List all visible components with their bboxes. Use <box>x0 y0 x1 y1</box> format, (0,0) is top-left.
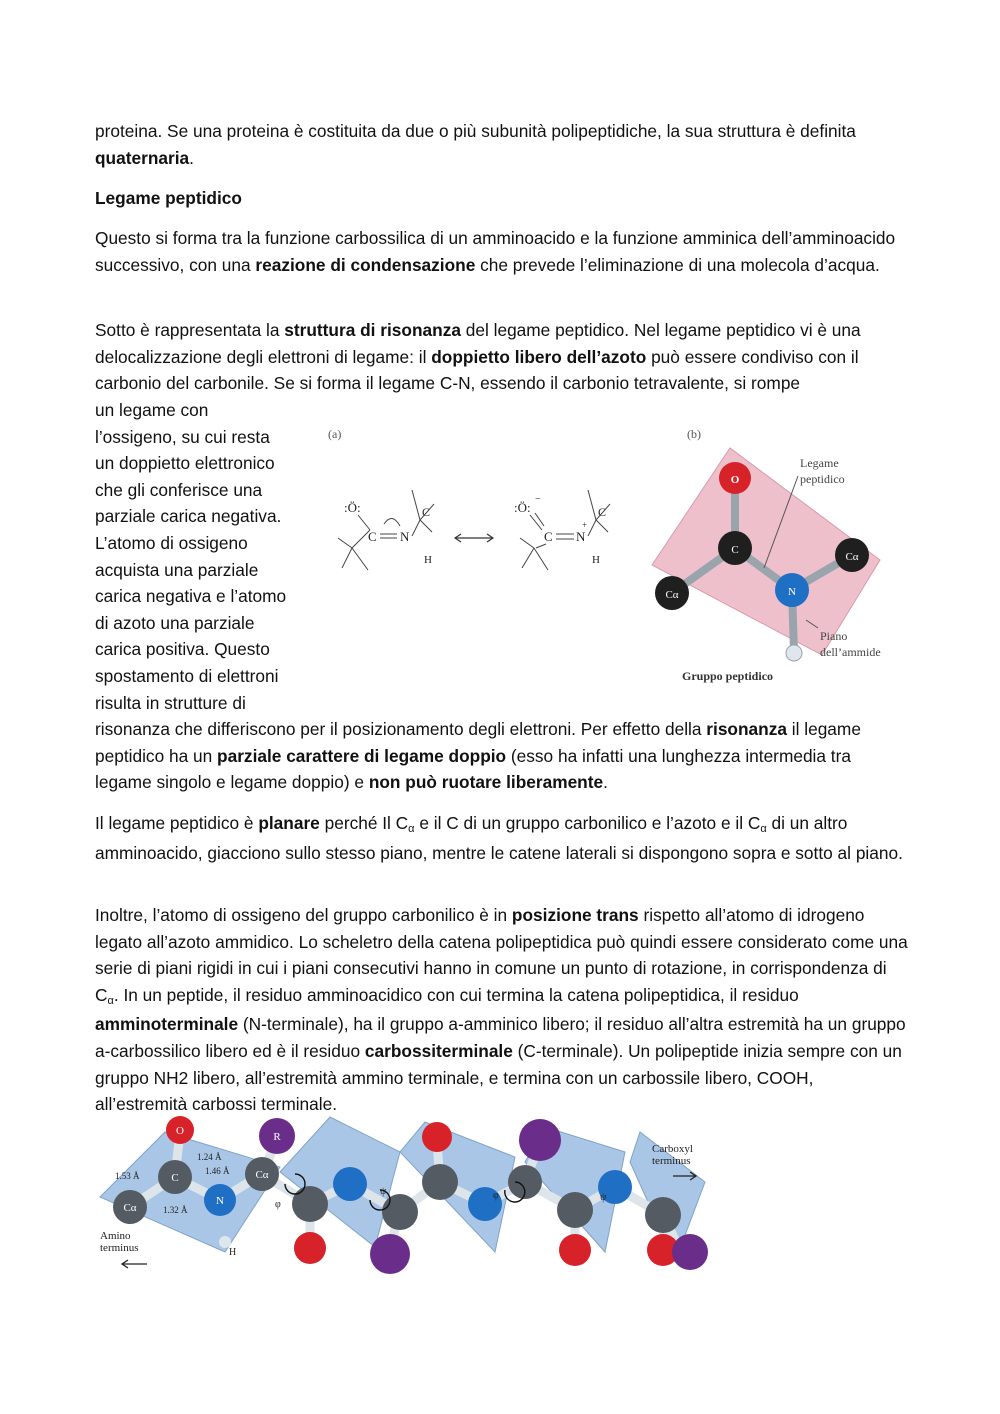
section-heading: Legame peptidico <box>95 188 242 208</box>
left-oxygen-label: :Ö: <box>344 500 361 515</box>
figure-caption: Gruppo peptidico <box>682 669 774 683</box>
resonance-arrow <box>455 534 493 542</box>
svg-text:C: C <box>171 1172 179 1184</box>
piano-label-1: Piano <box>820 629 848 643</box>
peptide-resonance-figure <box>322 420 912 695</box>
carbonyl-carbon-label: C <box>731 544 739 556</box>
paragraph-planare: Il legame peptidico è planare perché Il Cα e il C di un gruppo carbonilico e l’azoto e il Cα di un altro amminoacido, giacciono sullo stesso piano, mentre le catene laterali si dispongono sopra e sotto al piano. <box>95 813 903 863</box>
carboxyl-terminus-label-1: Carboxyl <box>652 1143 693 1155</box>
legame-label-2: peptidico <box>800 472 845 486</box>
svg-text:1.46 Å: 1.46 Å <box>205 1166 230 1176</box>
paragraph-risonanza-intro: Sotto è rappresentata la struttura di risonanza del legame peptidico. Nel legame peptidico vi è una delocalizzazione degli elettroni di legame: il doppietto libero dell’azoto può essere condiviso con il carbonio del carbonile. Se si forma il legame C-N, essendo il carbonio tetravalente, si rompe <box>95 320 861 394</box>
amino-terminus-label-1: Amino <box>100 1230 131 1242</box>
right-nitrogen-label: N <box>576 529 586 544</box>
right-plus-charge: + <box>582 520 588 530</box>
svg-text:O: O <box>176 1125 184 1137</box>
svg-text:Cα: Cα <box>255 1169 269 1181</box>
svg-text:ψ: ψ <box>600 1192 607 1203</box>
left-hydrogen-label: H <box>424 554 432 566</box>
svg-text:Cα: Cα <box>123 1202 137 1214</box>
svg-text:ψ: ψ <box>380 1186 387 1197</box>
wrapped-text-column: un legame con l’ossigeno, su cui resta un doppietto elettronico che gli conferisce una parziale carica negativa. L’atomo di ossigeno acquista una parziale carica negativa e l’atomo di azoto una parziale carica positiva. Questo spostamento di elettroni risulta in strutture di <box>95 400 287 713</box>
svg-text:1.53 Å: 1.53 Å <box>115 1171 140 1181</box>
svg-text:1.32 Å: 1.32 Å <box>163 1205 188 1215</box>
terminal-r-group <box>672 1234 708 1270</box>
amino-arrow <box>122 1260 147 1268</box>
polypeptide-chain-figure <box>95 1112 720 1282</box>
svg-text:R: R <box>273 1131 281 1143</box>
legame-label-1: Legame <box>800 456 839 470</box>
right-minus-charge: − <box>535 494 541 505</box>
oxygen-atom-label: O <box>730 474 740 486</box>
hydrogen-atom <box>786 645 802 661</box>
paragraph-condensazione: Questo si forma tra la funzione carbossilica di un amminoacido e la funzione amminica dell’amminoacido successivo, con una reazione di condensazione che prevede l’eliminazione di una molecola d’acqua. <box>95 228 896 275</box>
calpha-right-label: Cα <box>845 551 859 563</box>
carboxyl-terminus-label-2: terminus <box>652 1155 691 1167</box>
left-carbon-label: C <box>368 529 377 544</box>
left-calpha-label: C <box>422 505 431 519</box>
right-oxygen-label: :Ö: <box>514 500 531 515</box>
paragraph-quaternaria: proteina. Se una proteina è costituita da due o più subunità polipeptidiche, la sua struttura è definita quaternaria. <box>95 121 856 168</box>
amino-terminus-label-2: terminus <box>100 1242 139 1254</box>
svg-text:φ: φ <box>493 1190 499 1201</box>
paragraph-trans: Inoltre, l’atomo di ossigeno del gruppo carbonilico è in posizione trans rispetto all’atomo di idrogeno legato all’azoto ammidico. Lo scheletro della catena polipeptidica può quindi essere considerato come una serie di piani rigidi in cui i piani consecutivi hanno in comune un punto di rotazione, in corrispondenza di Cα. In un peptide, il residuo amminoacidico con cui termina la catena polipeptidica, il residuo amminoterminale (N-terminale), ha il gruppo a-amminico libero; il residuo all’altra estremità ha un gruppo a-carbossilico libero ed è il residuo carbossiterminale (C-terminale). Un polipeptide inizia sempre con un gruppo NH2 libero, all’estremità ammino terminale, e termina con un carbossile libero, COOH, all’estremità carbossi terminale. <box>95 905 908 1115</box>
piano-label-2: dell’ammide <box>820 645 881 659</box>
left-nitrogen-label: N <box>400 529 410 544</box>
right-calpha-label: C <box>598 505 607 519</box>
nitrogen-atom-label: N <box>788 586 796 598</box>
figure-label-a: (a) <box>328 427 342 441</box>
hydrogen-label: H <box>229 1247 237 1258</box>
svg-text:φ: φ <box>275 1199 281 1210</box>
svg-text:N: N <box>216 1195 224 1207</box>
svg-text:1.24 Å: 1.24 Å <box>197 1152 222 1162</box>
paragraph-risonanza-continued: risonanza che differiscono per il posizionamento degli elettroni. Per effetto della risonanza il legame peptidico ha un parziale carattere di legame doppio (esso ha infatti una lunghezza intermedia tra legame singolo e legame doppio) e non può ruotare liberamente. <box>95 719 861 793</box>
calpha-left-label: Cα <box>665 589 679 601</box>
right-hydrogen-label: H <box>592 554 600 566</box>
right-carbon-label: C <box>544 529 553 544</box>
figure-label-b: (b) <box>687 427 701 441</box>
